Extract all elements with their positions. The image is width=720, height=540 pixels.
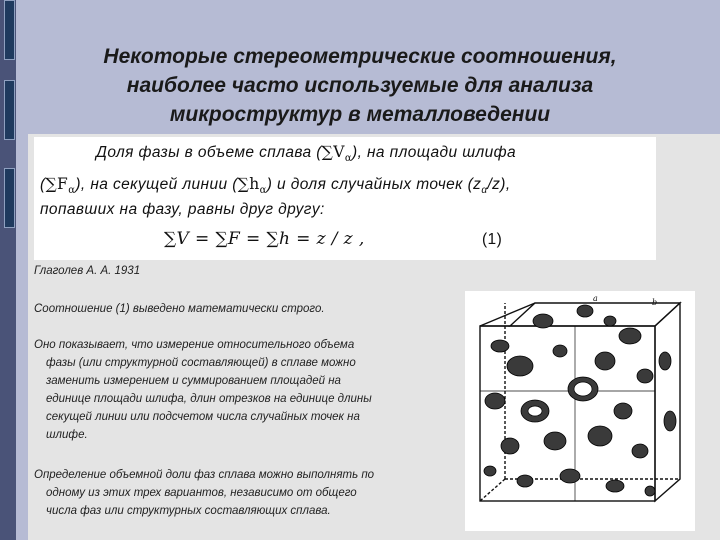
title-line-3: микроструктур в металловедении <box>169 103 551 126</box>
alpha-subscript: α <box>481 185 488 197</box>
paragraph-2-line-3: заменить измерением и суммированием площадей на <box>46 375 341 387</box>
cube-side-face <box>655 303 680 501</box>
microstructure-cube-figure <box>465 291 695 531</box>
main-equation: ∑V = ∑F = ∑h = z / z , <box>164 229 365 249</box>
equation-number: (1) <box>482 231 503 248</box>
title-line-1: Некоторые стереометрические соотношения, <box>103 45 617 68</box>
formula-line-1-text: Доля фазы в объеме сплава ( <box>96 144 322 161</box>
figure-label-a: a <box>593 294 598 303</box>
formula-line-1-end: ), на площади шлифа <box>352 144 517 161</box>
paragraph-2-line-4: единице площади шлифа, длин отрезков на единице длины <box>46 393 372 405</box>
left-decor-tab-3 <box>4 168 15 228</box>
paragraph-2 <box>34 336 464 444</box>
phase-particles <box>484 305 676 496</box>
formula-line-3: попавших на фазу, равны друг другу: <box>40 201 325 218</box>
figure-label-b: b <box>652 298 658 307</box>
paragraph-3-line-1: Определение объемной доли фаз сплава можно выполнять по <box>34 469 375 481</box>
formula-line-2-end: ) и доля случайных точек (z <box>266 176 482 193</box>
alpha-subscript: α <box>259 185 267 197</box>
alpha-subscript: α <box>68 185 76 197</box>
alpha-subscript: α <box>344 153 353 165</box>
formula-line-2-mid: ), на секущей линии ( <box>75 176 238 193</box>
paragraph-3-line-3: числа фаз или структурных составляющих сплава. <box>46 505 331 517</box>
paragraph-3 <box>34 466 464 520</box>
paragraph-2-line-5: секущей линии или подсчетом числа случайных точек на <box>46 411 360 423</box>
sum-h-symbol: ∑h <box>237 175 260 193</box>
title-line-2: наиболее часто используемые для анализа <box>126 74 594 97</box>
formula-line-2 <box>40 175 511 196</box>
formula-box <box>34 137 656 260</box>
cube-illustration <box>465 291 695 531</box>
left-decor-tab-2 <box>4 80 15 140</box>
paragraph-1: Соотношение (1) выведено математически строго. <box>34 303 325 315</box>
sum-f-symbol: ∑F <box>45 175 69 193</box>
formula-line-1 <box>96 143 516 164</box>
author-line: Глаголев А. А. 1931 <box>34 265 141 277</box>
slide-title <box>40 42 680 129</box>
left-decor-tab-1 <box>4 0 15 60</box>
sum-v-symbol: ∑V <box>321 143 345 161</box>
paragraph-2-line-2: фазы (или структурной составляющей) в сплаве можно <box>46 357 356 369</box>
paragraph-2-line-6: шлифе. <box>46 429 88 441</box>
formula-line-2-tail: /z), <box>487 176 511 193</box>
paren-open: ( <box>40 176 46 193</box>
paragraph-2-line-1: Оно показывает, что измерение относительного объема <box>34 339 355 351</box>
paragraph-3-line-2: одному из этих трех вариантов, независимо от общего <box>46 487 357 499</box>
